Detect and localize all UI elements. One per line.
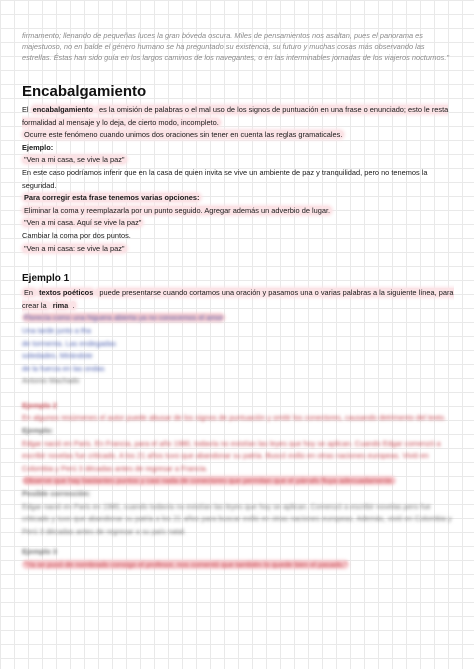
correction-text: Edgar nació en Paris en 1980, cuando todavía no existían las leyes que hoy se aplican. Comenzó a escribir novelas pero fue criticado y tuvo que abandonar su patria a los 21 años para buscar exilio en otras naciones europeas. Además, vivió en Colombia y Perú 3 décadas antes de regresar a su país natal. bbox=[22, 501, 452, 536]
ejemplo1-term2: rima bbox=[52, 300, 69, 310]
blurred-preview bbox=[22, 312, 454, 571]
ejemplo1-term: textos poéticos bbox=[39, 288, 94, 298]
option1-text: Eliminar la coma y reemplazarla por un punto seguido. Agregar además un adverbio de lugar. bbox=[24, 205, 331, 215]
ejemplo2-label: Ejemplo: bbox=[22, 426, 54, 436]
ejemplo1-post: . bbox=[72, 300, 75, 310]
options-heading-line bbox=[22, 192, 454, 205]
poem-line-1: Florecía como una higuera abierta ya no conocemos el amor bbox=[24, 313, 224, 323]
ejemplo1-pre: En bbox=[24, 288, 36, 298]
ejemplo1-heading: Ejemplo 1 bbox=[22, 273, 70, 285]
example-quote-line bbox=[22, 154, 454, 167]
intro-paragraph: firmamento; llenando de pequeñas luces la gran bóveda oscura. Miles de pensamientos nos asaltan, pues el panorama es majestuoso, no en balde el género humano se ha preguntado su existencia, su futuro y muchas cosas más observando las estrellas. Éstas han sido guía en los largos caminos de los navegantes, o en las interminables jornadas de los viajeros nocturnos." bbox=[22, 31, 450, 62]
example-quote: "Ven a mi casa, se vive la paz" bbox=[24, 155, 125, 165]
option2-text: Cambiar la coma por dos puntos. bbox=[22, 230, 131, 240]
poem-line-5: de la fuerza en las ondas bbox=[22, 363, 105, 373]
definition-post: es la omisión de palabras o el mal uso de los signos de puntuación en una frase o enunciado; esto le resta formalidad al mensaje y lo deja, de cierto modo, incompleto. bbox=[22, 105, 449, 127]
ejemplo1-mid: puede presentarse cuando cortamos una oración y pasamos una o varias palabras a la siguiente línea, para crear la bbox=[22, 288, 454, 310]
ejemplo2-example: Edgar nació en Paris. En Francia, para el año 1980, todavía no existían las leyes que hoy se aplican. Cuando Edgar comenzó a escribir novelas fue criticado. A los 21 años tuvo que abandonar su patria. Buscó exilio en otras naciones europeas. Vivió en Colombia y Perú 3 décadas antes de regresar a Francia. bbox=[22, 438, 441, 473]
definition-paragraph bbox=[22, 104, 454, 129]
option1-example-line bbox=[22, 217, 454, 230]
ejemplo3-text: "Ya se pusó de nombrado consigo el profesor, nos comentó que también lo quede bien el pasado." bbox=[24, 560, 348, 569]
ejemplo-label: Ejemplo: bbox=[22, 142, 54, 152]
ejemplo3-heading: Ejemplo 3 bbox=[22, 547, 57, 557]
ejemplo1-paragraph bbox=[22, 287, 454, 312]
ejemplo3-line bbox=[22, 559, 454, 572]
occurs-text: Ocurre este fenómeno cuando unimos dos oraciones sin tener en cuenta las reglas gramaticales. bbox=[24, 130, 343, 140]
poem-line-2: Una tarde junto a tha bbox=[22, 325, 92, 335]
option1-example: "Ven a mi casa. Aquí se vive la paz" bbox=[24, 218, 142, 228]
option2-example-line bbox=[22, 243, 454, 256]
ejemplo2-note: Observe que hay bastantes puntos y casi nada de conectores que permitan que el párrafo fluya adecuadamente. bbox=[24, 476, 395, 486]
definition-pre: El bbox=[22, 105, 31, 114]
poem-line bbox=[22, 312, 454, 325]
explanation-paragraph: En este caso podríamos inferir que en la casa de quien invita se vive un ambiente de paz y tranquilidad, pero no tenemos la seguridad. bbox=[22, 167, 428, 190]
options-heading: Para corregir esta frase tenemos varias opciones: bbox=[24, 193, 200, 203]
ejemplo2-text: En algunos resúmenes el autor puede abusar de los signos de puntuación y omitir los conectores, causando detrimento del texto. bbox=[22, 413, 446, 423]
definition-term: encabalgamiento bbox=[32, 105, 93, 114]
document-content bbox=[22, 30, 454, 572]
poem-author: Antonio Machado bbox=[22, 376, 80, 386]
option1-line bbox=[22, 205, 454, 218]
occurs-line bbox=[22, 129, 454, 142]
section-heading: Encabalgamiento bbox=[22, 83, 147, 100]
poem-line-4: soledades. Mirándote bbox=[22, 351, 93, 361]
ejemplo2-heading: Ejemplo 2 bbox=[22, 400, 57, 410]
ejemplo2-note-line bbox=[22, 475, 454, 488]
correction-label: Posible corrección: bbox=[22, 489, 91, 499]
poem-line-3: de tormenta. Las endegadas bbox=[22, 338, 117, 348]
option2-example: "Ven a mi casa: se vive la paz" bbox=[24, 243, 125, 253]
